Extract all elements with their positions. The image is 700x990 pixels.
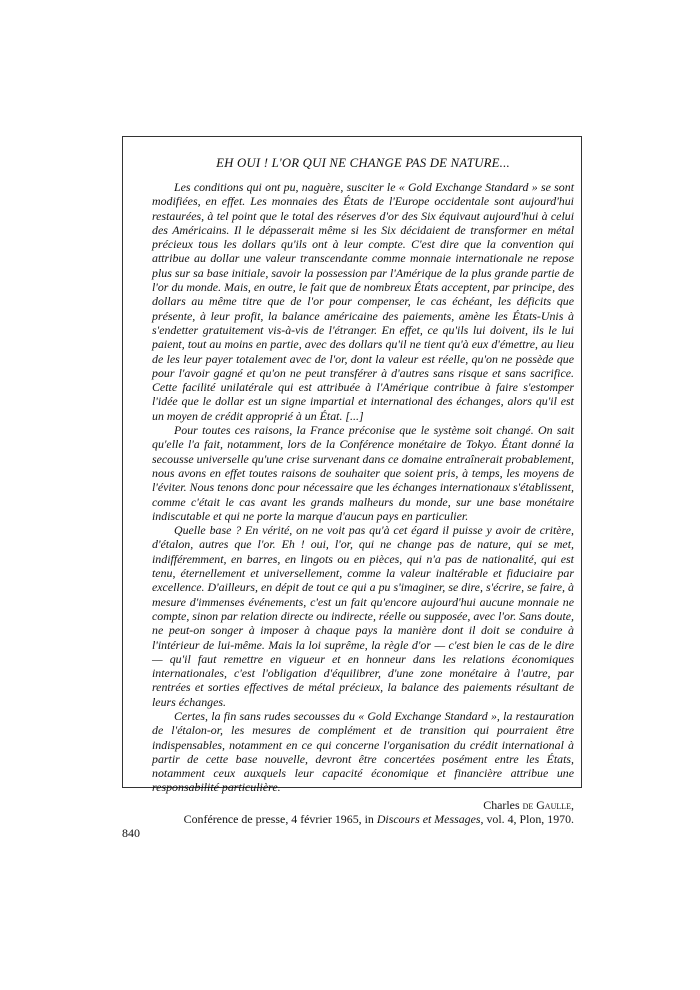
excerpt-paragraph-4: Certes, la fin sans rudes secousses du « Gold Exchange Standard », la restauration de l'étalon-or, les mesures de complément et de transition qui pourraient être indispensables, notamment en ce qui concerne l'organisation du crédit international à partir de cette base nouvelle, devront être concertées posément entre les États, notamment ceux auxquels leur capacité économique et financière attribue une responsabilité particulière. [152, 708, 574, 795]
excerpt-paragraph-3: Quelle base ? En vérité, on ne voit pas qu'à cet égard il puisse y avoir de critère, d'étalon, autres que l'or. Eh ! oui, l'or, qui ne change pas de nature, qui se met, indifféremment, en barres, en lingots ou en pièces, qui n'a pas de nationalité, qui est tenu, éternellement et universellement, comme la valeur inaltérable et fiduciaire par excellence. D'ailleurs, en dépit de tout ce qui a pu s'imaginer, se dire, s'écrire, se faire, à mesure d'immenses événements, c'est un fait qu'encore aujourd'hui aucune monnaie ne compte, sinon par relation directe ou indirecte, réelle ou supposée, avec l'or. Sans doute, ne peut-on songer à imposer à chaque pays la manière dont il doit se conduire à l'intérieur de lui-même. Mais la loi suprême, la règle d'or — c'est bien le cas de le dire — qu'il faut remettre en vigueur et en honneur dans les relations économiques internationales, c'est l'obligation d'équilibrer, d'une zone monétaire à l'autre, par rentrées et sorties effectives de métal précieux, la balance des paiements résultant de leurs échanges. [152, 523, 574, 709]
excerpt-paragraph-1: Les conditions qui ont pu, naguère, susciter le « Gold Exchange Standard » se sont modifiées, en effet. Les monnaies des États de l'Europe occidentale sont aujourd'hui restaurées, à tel point que le total des réserves d'or des Six équivaut aujourd'hui à celui des Américains. Il le dépasserait même si les Six décidaient de transformer en métal précieux tous les dollars qu'ils ont à leur compte. C'est dire que la convention qui attribue au dollar une valeur transcendante comme monnaie internationale ne repose plus sur sa base initiale, savoir la possession par l'Amérique de la plus grande partie de l'or du monde. Mais, en outre, le fait que de nombreux États acceptent, par principe, des dollars au même titre que de l'or pour compenser, le cas échéant, les déficits que présente, à leur profit, la balance américaine des paiements, amène les États-Unis à s'endetter gratuitement vis-à-vis de l'étranger. En effet, ce qu'ils lui doivent, ils le lui paient, tout au moins en partie, avec des dollars qu'il ne tient qu'à eux d'émettre, au lieu de les leur payer totalement avec de l'or, dont la valeur est réelle, qu'on ne possède que pour l'avoir gagné et qu'on ne peut transférer à d'autres sans risque et sans sacrifice. Cette facilité unilatérale qui est attribuée à l'Amérique contribue à faire s'estomper l'idée que le dollar est un signe impartial et international des échanges, alors qu'il est un moyen de crédit approprié à un État. [...] [152, 180, 574, 423]
source-prefix: Conférence de presse, 4 février 1965, in [183, 812, 377, 827]
source-suffix: , vol. 4, Plon, 1970. [480, 812, 574, 827]
source-title: Discours et Messages [376, 812, 481, 827]
source-citation [152, 812, 574, 826]
author-first-name: Charles [483, 797, 520, 812]
author-signature [152, 798, 574, 812]
excerpt-paragraph-2: Pour toutes ces raisons, la France préconise que le système soit changé. On sait qu'elle l'a fait, notamment, lors de la Conférence monétaire de Tokyo. Étant donné la secousse universelle qu'une crise survenant dans ce domaine entraînerait probablement, nous avons en effet toutes raisons de souhaiter que soient pris, à temps, les moyens de l'éviter. Nous tenons donc pour nécessaire que les échanges internationaux s'établissent, comme c'était le cas avant les grands malheurs du monde, sur une base monétaire indiscutable et qui ne porte la marque d'aucun pays en particulier. [152, 423, 574, 523]
excerpt-title: EH OUI ! L'OR QUI NE CHANGE PAS DE NATURE... [216, 156, 510, 170]
page-number: 840 [122, 826, 140, 840]
author-last-name: de Gaulle, [522, 797, 574, 812]
excerpt-content [152, 156, 574, 826]
